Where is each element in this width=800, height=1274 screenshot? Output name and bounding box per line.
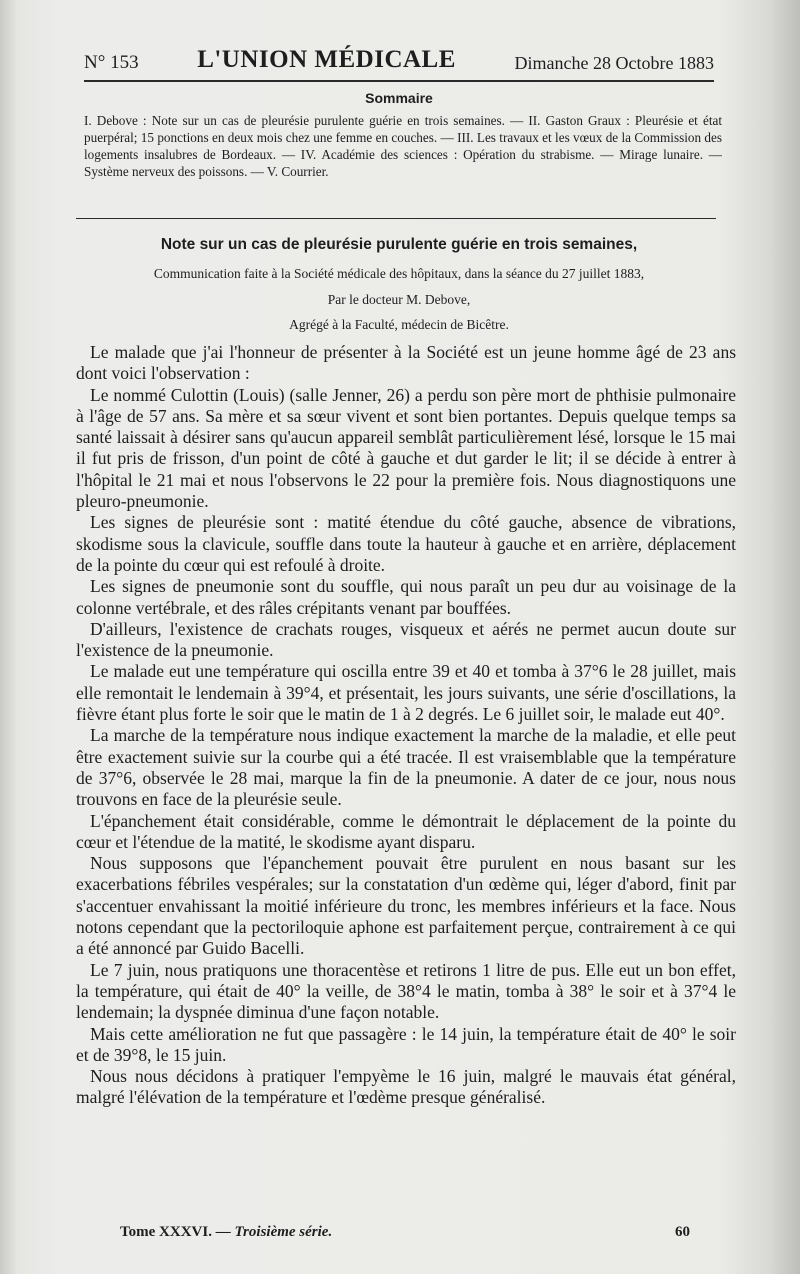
- paragraph: Nous nous décidons à pratiquer l'empyème le 16 juin, malgré le mauvais état général, malgré l'élévation de la température et l'œdème presque généralisé.: [76, 1066, 736, 1108]
- summary-text: I. Debove : Note sur un cas de pleurésie purulente guérie en trois semaines. — II. Gaston Graux : Pleurésie et état puerpéral; 15 ponctions en deux mois chez une femme en couches. — III. Les travaux et les vœux de la Commission des logements insalubres de Bordeaux. — IV. Académie des sciences : Opération du strabisme. — Mirage lunaire. — Système nerveux des poissons. — V. Courrier.: [84, 113, 722, 179]
- section-divider: [76, 218, 716, 219]
- article-communication: Communication faite à la Société médicale des hôpitaux, dans la séance du 27 juillet 1883,: [153, 266, 645, 281]
- issue-number: N° 153: [84, 52, 139, 73]
- paragraph: Les signes de pneumonie sont du souffle, qui nous paraît un peu dur au voisinage de la colonne vertébrale, et des râles crépitants venant par bouffées.: [76, 576, 736, 618]
- paragraph: Le malade eut une température qui oscilla entre 39 et 40 et tomba à 37°6 le 28 juillet, mais elle remontait le lendemain à 39°4, et présentait, les jours suivants, une série d'oscillations, la fièvre étant plus forte le soir que le matin de 1 à 2 degrés. Le 6 juillet soir, le malade eut 40°.: [76, 661, 736, 725]
- footer-tome: Tome XXXVI.: [120, 1224, 212, 1240]
- paragraph: Le nommé Culottin (Louis) (salle Jenner, 26) a perdu son père mort de phthisie pulmonaire à l'âge de 57 ans. Sa mère et sa sœur vivent et sont bien portantes. Depuis quelque temps sa santé laissait à désirer sans qu'aucun appareil semblât particulièrement lésé, lorsque le 15 mai il fut pris de frisson, d'un point de côté à gauche et dut garder le lit; il se décide à entrer à l'hôpital le 21 mai et nous l'observons le 22 pour la première fois. Nous diagnostiquons une pleuro-pneumonie.: [76, 384, 736, 512]
- page-header: [84, 40, 714, 82]
- paragraph: Le 7 juin, nous pratiquons une thoracentèse et retirons 1 litre de pus. Elle eut un bon effet, la température, qui était de 40° la veille, de 38°4 le matin, tomba à 38° le soir et à 37°4 le lendemain; la dyspnée diminua d'une façon notable.: [76, 959, 736, 1023]
- paragraph: La marche de la température nous indique exactement la marche de la maladie, et elle peut être exactement suivie sur la courbe qui a été tracée. Il est vraisemblable que la température de 37°6, observée le 28 mai, marque la fin de la pneumonie. A dater de ce jour, nous nous trouvons en face de la pleurésie seule.: [76, 725, 736, 810]
- paragraph: Le malade que j'ai l'honneur de présenter à la Société est un jeune homme âgé de 23 ans dont voici l'observation :: [76, 342, 736, 384]
- article-affiliation: Agrégé à la Faculté, médecin de Bicêtre.: [289, 317, 509, 332]
- page-number: 60: [675, 1224, 690, 1240]
- issue-date: Dimanche 28 Octobre 1883: [514, 53, 714, 73]
- article-body: [76, 342, 736, 1109]
- paragraph: Mais cette amélioration ne fut que passagère : le 14 juin, la température était de 40° le soir et de 39°8, le 15 juin.: [76, 1023, 736, 1065]
- summary-heading: Sommaire: [365, 90, 433, 106]
- journal-title: L'UNION MÉDICALE: [197, 46, 456, 73]
- page-footer: [120, 1224, 690, 1241]
- paragraph: Les signes de pleurésie sont : matité étendue du côté gauche, absence de vibrations, skodisme sous la clavicule, souffle dans toute la hauteur à gauche et en arrière, déplacement de la pointe du cœur qui est refoulé à droite.: [76, 512, 736, 575]
- footer-series: — Troisième série.: [215, 1224, 333, 1240]
- paragraph: D'ailleurs, l'existence de crachats rouges, visqueux et aérés ne permet aucun doute sur l'existence de la pneumonie.: [76, 618, 736, 661]
- article-author: Par le docteur M. Debove,: [327, 292, 471, 307]
- paragraph: L'épanchement était considérable, comme le démontrait le déplacement de la pointe du cœur et l'étendue de la matité, le skodisme ayant disparu.: [76, 810, 736, 852]
- footer-volume: [120, 1224, 332, 1241]
- article-title: Note sur un cas de pleurésie purulente guérie en trois semaines,: [160, 236, 638, 253]
- paragraph: Nous supposons que l'épanchement pouvait être purulent en nous basant sur les exacerbations fébriles vespérales; sur la constatation d'un œdème qui, léger d'abord, finit par s'accentuer envahissant la moitié inférieure du tronc, les membres inférieurs et la face. Nous notons cependant que la pectoriloquie aphone est parfaitement perçue, contrairement à ce qui a été annoncé par Guido Bacelli.: [76, 853, 736, 959]
